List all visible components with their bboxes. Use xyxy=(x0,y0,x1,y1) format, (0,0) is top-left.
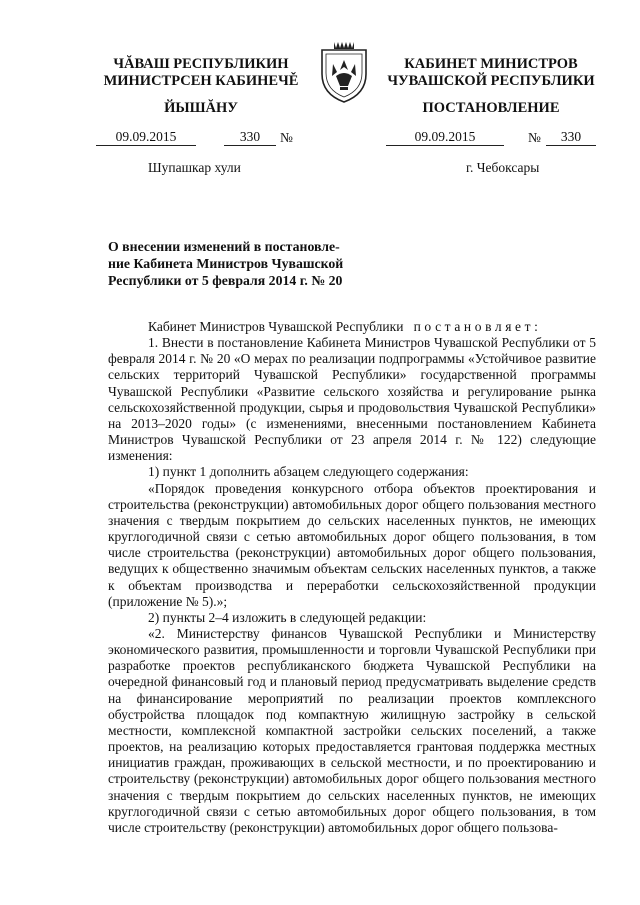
header-left-line1: ЧĂВАШ РЕСПУБЛИКИН xyxy=(113,56,289,72)
header-right-line2: ЧУВАШСКОЙ РЕСПУБЛИКИ xyxy=(387,73,595,89)
right-date-number-line xyxy=(386,130,596,146)
left-number-sign: № xyxy=(280,130,293,145)
document-subject xyxy=(108,238,358,289)
intro-prefix: Кабинет Министров Чувашской Республики xyxy=(148,319,404,334)
subject-line3: Республики от 5 февраля 2014 г. № 20 xyxy=(108,273,343,288)
subject-line2: ние Кабинета Министров Чувашской xyxy=(108,256,344,271)
header-left-authority xyxy=(96,56,306,90)
header-right-line1: КАБИНЕТ МИНИСТРОВ xyxy=(404,56,578,72)
header-right-title: ПОСТАНОВЛЕНИЕ xyxy=(422,100,560,116)
left-number: 330 xyxy=(224,129,276,146)
right-date: 09.09.2015 xyxy=(386,129,504,146)
document-body xyxy=(108,319,596,836)
left-date-number-line xyxy=(96,130,306,146)
header-right-authority xyxy=(386,56,596,90)
right-number: 330 xyxy=(546,129,596,146)
right-city: г. Чебоксары xyxy=(466,160,540,175)
paragraph-2: 1) пункт 1 дополнить абзацем следующего содержания: xyxy=(148,464,469,480)
left-city: Шупашкар хули xyxy=(148,160,241,175)
left-date: 09.09.2015 xyxy=(96,129,196,146)
subject-line1: О внесении изменений в постановле- xyxy=(108,239,340,254)
paragraph-4: 2) пункты 2–4 изложить в следующей редакции: xyxy=(148,609,427,625)
chuvash-coat-of-arms-icon xyxy=(318,40,370,104)
paragraph-5: «2. Министерству финансов Чувашской Республики и Министерству экономического развития, промышленности и торговли Чувашской Республики при разработке проектов республиканского бюджета Чувашской Республики на очередной финансовый год и плановый период предусматривать выделение средств на финансирование мероприятий по реализации проектов комплексного обустройства площадок под компактную жилищную застройку в сельской местности, комплексной компактной застройки сельских поселений, а также проектов, на реализацию которых предоставляется грантовая поддержка местных инициатив граждан, проживающих в сельской местности, и по проектированию и строительству (реконструкции) автомобильных дорог общего пользования местного значения с твердым покрытием до сельских населенных пунктов, не имеющих круглогодичной связи с сетью автомобильных дорог общего пользования, в том числе строительству (реконструкции) автомобильных дорог общего пользова- xyxy=(108,625,596,835)
header-left-title: ЙЫШĂНУ xyxy=(164,100,238,116)
header-left-line2: МИНИСТРСЕН КАБИНЕЧĚ xyxy=(103,73,299,89)
intro-paragraph xyxy=(108,319,596,335)
intro-resolves: постановляет: xyxy=(413,319,542,334)
right-number-sign: № xyxy=(528,130,541,145)
paragraph-3: «Порядок проведения конкурсного отбора объектов проектирования и строительства (реконструкции) автомобильных дорог общего пользования местного значения с твердым покрытием до сельских населенных пунктов, не имеющих круглогодичной связи с сетью автомобильных дорог общего пользования, в том числе строительства (реконструкции) автомобильных дорог общего пользования, ведущих к общественно значимым объектам сельских населенных пунктов, а также к объектам производства и переработки сельскохозяйственной продукции (приложение № 5).»; xyxy=(108,480,596,609)
paragraph-1: 1. Внести в постановление Кабинета Министров Чувашской Республики от 5 февраля 2014 г. № 20 «О мерах по реализации подпрограммы «Устойчивое развитие сельских территорий Чувашской Республики» государственной программы Чувашской Республики «Развитие сельского хозяйства и регулирование рынка сельскохозяйственной продукции, сырья и продовольствия Чувашской Республики» на 2013–2020 годы» (с изменениями, внесенными постановлением Кабинета Министров Чувашской Республики от 23 апреля 2014 г. № 122) следующие изменения: xyxy=(108,335,596,464)
